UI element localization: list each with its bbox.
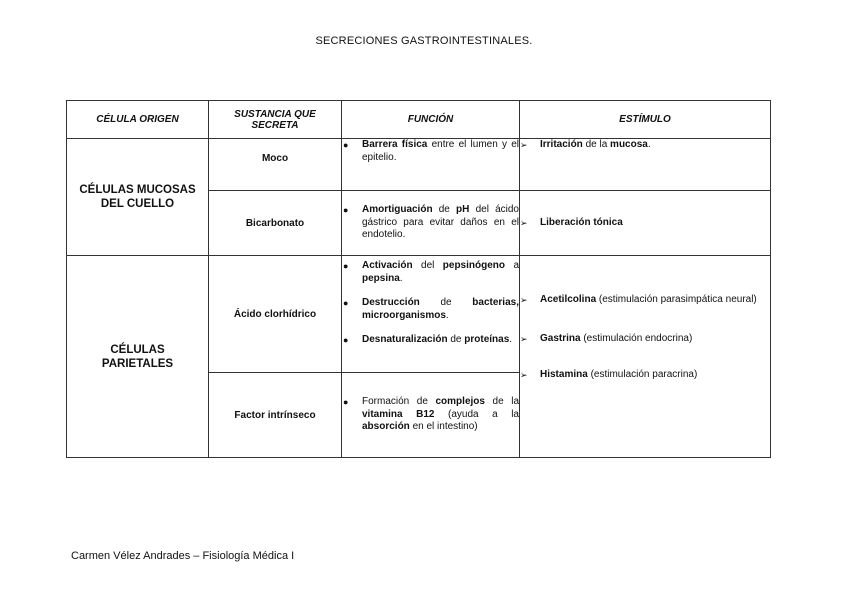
cell-celulas-parietales <box>67 256 209 458</box>
header-estimulo: ESTÍMULO <box>520 101 771 139</box>
acido-f2-bold1: Destrucción <box>362 297 420 308</box>
cell-moco-funcion <box>342 139 520 191</box>
header-sustancia-line2: SECRETA <box>251 119 299 131</box>
moco-estimulo-bold2: mucosa <box>610 139 648 150</box>
acido-f3-text2: . <box>509 334 513 345</box>
cell-factor-intrinseco: Factor intrínseco <box>209 373 342 458</box>
factor-text3: (ayuda a la <box>434 408 519 420</box>
celulas-mucosas-line1: CÉLULAS MUCOSAS <box>79 184 196 196</box>
factor-bold1: complejos <box>435 396 485 408</box>
arrow-bullet-icon: ➢ <box>520 217 528 228</box>
cell-parietales-estimulo <box>520 256 771 458</box>
acido-f2-text2: . <box>445 309 449 321</box>
header-row <box>67 101 771 139</box>
cell-bicarbonato-funcion <box>342 191 520 256</box>
acido-f1-text3: . <box>399 272 403 284</box>
arrow-bullet-icon: ➢ <box>520 370 528 380</box>
cell-moco: Moco <box>209 139 342 191</box>
bullet-icon: ● <box>343 205 349 216</box>
header-sustancia <box>209 101 342 139</box>
header-celula-origen: CÉLULA ORIGEN <box>67 101 209 139</box>
cell-celulas-mucosas <box>67 139 209 256</box>
acido-f3-bold2: proteínas <box>464 334 510 345</box>
cell-moco-estimulo <box>520 139 771 191</box>
acido-f1-text2: a <box>505 260 520 271</box>
factor-bold2: vitamina B12 <box>362 408 435 420</box>
row-acido <box>67 256 771 373</box>
document-title: SECRECIONES GASTROINTESTINALES. <box>315 35 533 47</box>
secretions-table <box>66 100 771 458</box>
acido-f1-bold1: Activación <box>362 260 413 271</box>
estimulo1-bold: Acetilcolina <box>540 294 597 305</box>
estimulo2-bold: Gastrina <box>540 332 581 344</box>
list-item <box>342 396 519 434</box>
bic-funcion-bold2: pH <box>456 204 470 216</box>
moco-funcion-text: entre el lumen y el epitelio. <box>362 139 519 163</box>
list-item <box>342 139 519 164</box>
factor-text4: en el intestino) <box>409 421 478 433</box>
acido-f1-bold2: pepsinógeno <box>442 260 506 271</box>
cell-acido-clorhidrico: Ácido clorhídrico <box>209 256 342 373</box>
header-funcion: FUNCIÓN <box>342 101 520 139</box>
bullet-icon: ● <box>343 397 349 408</box>
estimulo1-text: (estimulación parasimpática neural) <box>596 294 757 305</box>
celulas-parietales-line1: CÉLULAS <box>110 343 165 356</box>
list-item <box>520 217 770 230</box>
factor-text2: de la <box>484 396 520 408</box>
bic-funcion-text1: de <box>432 204 457 216</box>
acido-f2-bold2: bacterias, microorganismos <box>362 297 519 321</box>
arrow-bullet-icon: ➢ <box>520 140 528 150</box>
bic-funcion-bold1: Amortiguación <box>362 204 433 216</box>
moco-estimulo-bold1: Irritación <box>540 139 583 150</box>
bullet-icon: ● <box>343 298 349 308</box>
list-item <box>520 294 770 307</box>
list-item <box>342 260 519 285</box>
acido-f1-bold3: pepsina <box>362 272 400 284</box>
list-item <box>342 334 519 347</box>
bic-funcion-text2: del ácido gástrico para evitar daños en el endotelio. <box>362 204 519 241</box>
arrow-bullet-icon: ➢ <box>520 295 528 305</box>
celulas-mucosas-line2: DEL CUELLO <box>100 198 175 210</box>
cell-acido-funcion <box>342 256 520 373</box>
acido-f3-text1: de <box>447 334 465 345</box>
row-moco <box>67 139 771 191</box>
list-item <box>520 333 770 346</box>
footer-author: Carmen Vélez Andrades – Fisiología Médica I <box>71 550 295 562</box>
factor-text1: Formación de <box>362 396 436 408</box>
moco-funcion-bold: Barrera física <box>362 139 428 150</box>
list-item <box>342 204 519 242</box>
cell-bicarbonato: Bicarbonato <box>209 191 342 256</box>
bullet-icon: ● <box>343 261 349 271</box>
cell-factor-funcion <box>342 373 520 458</box>
bic-estimulo-bold: Liberación tónica <box>540 216 623 228</box>
acido-f1-text1: del <box>412 260 443 271</box>
celulas-parietales-line2: PARIETALES <box>101 357 174 370</box>
arrow-bullet-icon: ➢ <box>520 333 528 344</box>
acido-f3-bold1: Desnaturalización <box>362 334 448 345</box>
bullet-icon: ● <box>343 140 349 150</box>
moco-estimulo-text1: de la <box>582 139 611 150</box>
list-item <box>342 297 519 322</box>
estimulo2-text: (estimulación endocrina) <box>580 332 693 344</box>
estimulo3-text: (estimulación paracrina) <box>587 369 698 380</box>
bullet-icon: ● <box>343 335 349 345</box>
acido-f2-text1: de <box>419 297 473 308</box>
list-item <box>520 369 770 382</box>
estimulo3-bold: Histamina <box>540 369 588 380</box>
list-item <box>520 139 770 152</box>
header-sustancia-line1: SUSTANCIA QUE <box>234 108 316 120</box>
cell-bicarbonato-estimulo <box>520 191 771 256</box>
moco-estimulo-text2: . <box>647 139 651 150</box>
factor-bold3: absorción <box>362 421 410 433</box>
